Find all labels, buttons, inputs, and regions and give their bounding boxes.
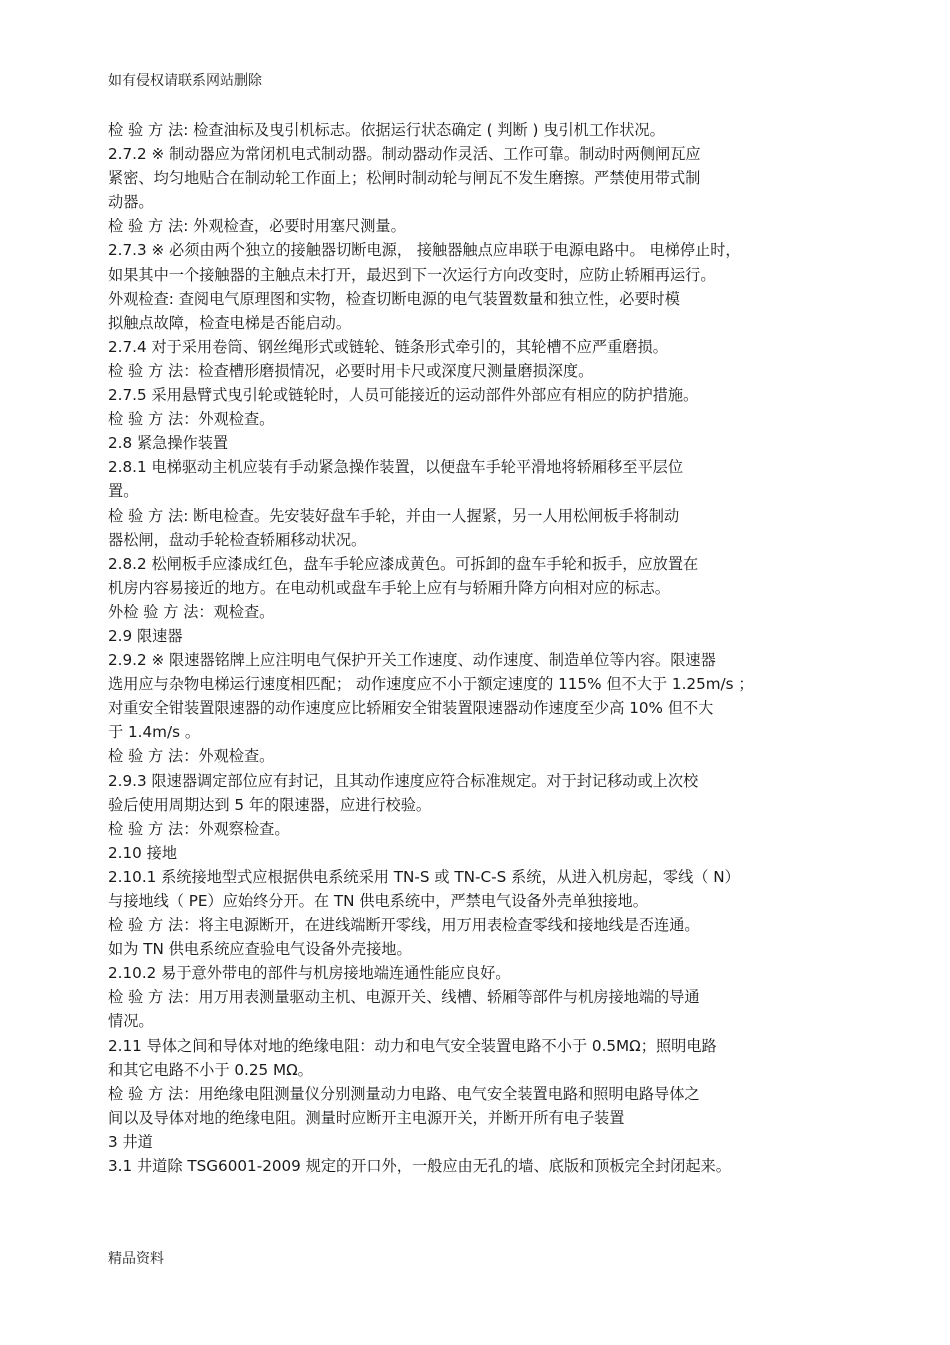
page-footer: 精品资料 [108,1251,164,1267]
text-line: 外观检查: 查阅电气原理图和实物，检查切断电源的电气装置数量和独立性，必要时模 [108,289,680,308]
text-line: 对重安全钳装置限速器的动作速度应比轿厢安全钳装置限速器动作速度至少高 10% 但不大 [108,699,714,718]
text-line: 2.10.1 系统接地型式应根据供电系统采用 TN-S 或 TN-C-S 系统，从进入机房起，零线（ N） [108,867,740,886]
text-line: 如果其中一个接触器的主触点未打开，最迟到下一次运行方向改变时，应防止轿厢再运行。 [108,265,716,284]
text-line: 2.8 紧急操作装置 [108,434,229,453]
text-line: 2.7.5 采用悬臂式曳引轮或链轮时，人员可能接近的运动部件外部应有相应的防护措施。 [108,386,699,405]
text-line: 2.7.3 ※ 必须由两个独立的接触器切断电源， 接触器触点应串联于电源电路中。 电梯停止时， [108,241,741,260]
text-line: 检 验 方 法: 断电检查。先安装好盘车手轮，并由一人握紧，另一人用松闸板手将制动 [108,506,680,525]
text-line: 检 验 方 法：外观检查。 [108,747,275,766]
text-line: 2.7.4 对于采用卷筒、钢丝绳形式或链轮、链条形式牵引的，其轮槽不应严重磨损。 [108,337,668,356]
text-line: 检 验 方 法：将主电源断开，在进线端断开零线，用万用表检查零线和接地线是否连通。 [108,916,700,935]
text-line: 2.9 限速器 [108,626,183,645]
text-line: 器松闸，盘动手轮检查轿厢移动状况。 [108,530,367,549]
text-line: 与接地线（ PE）应始终分开。在 TN 供电系统中，严禁电气设备外壳单独接地。 [108,892,648,910]
text-line: 2.8.2 松闸板手应漆成红色，盘车手轮应漆成黄色。可拆卸的盘车手轮和扳手，应放置在 [108,554,699,573]
text-line: 检 验 方 法：检查槽形磨损情况，必要时用卡尺或深度尺测量磨损深度。 [108,361,594,380]
text-line: 和其它电路不小于 0.25 MΩ。 [108,1060,313,1079]
text-line: 检 验 方 法: 外观检查，必要时用塞尺测量。 [108,217,406,236]
text-line: 检 验 方 法: 检查油标及曳引机标志。依据运行状态确定 ( 判断 ) 曳引机工作状况。 [108,121,665,139]
text-line: 2.10 接地 [108,843,178,862]
text-line: 紧密、均匀地贴合在制动轮工作面上；松闸时制动轮与闸瓦不发生磨擦。严禁使用带式制 [108,169,701,188]
text-line: 拟触点故障，检查电梯是否能启动。 [108,313,351,332]
text-line: 情况。 [108,1012,154,1031]
page-header: 如有侵权请联系网站删除 [108,73,262,89]
text-line: 动器。 [108,193,154,212]
text-line: 间以及导体对地的绝缘电阻。测量时应断开主电源开关，并断开所有电子装置 [108,1108,625,1127]
text-line: 2.8.1 电梯驱动主机应装有手动紧急操作装置，以便盘车手轮平滑地将轿厢移至平层位 [108,458,684,477]
text-line: 置。 [108,482,139,501]
text-line: 检 验 方 法：用万用表测量驱动主机、电源开关、线槽、轿厢等部件与机房接地端的导通 [108,988,700,1007]
text-line: 如为 TN 供电系统应查验电气设备外壳接地。 [108,940,412,959]
text-line: 3 井道 [108,1132,153,1151]
text-line: 外检 验 方 法：观检查。 [108,602,275,621]
text-line: 检 验 方 法：外观察检查。 [108,819,290,838]
text-line: 2.11 导体之间和导体对地的绝缘电阻：动力和电气安全装置电路不小于 0.5MΩ；照明电路 [108,1036,717,1055]
text-line: 于 1.4m/s 。 [108,723,201,742]
document-body [108,118,868,1178]
text-line: 2.9.3 限速器调定部位应有封记，且其动作速度应符合标准规定。对于封记移动或上次校 [108,771,699,790]
text-line: 检 验 方 法：外观检查。 [108,410,275,429]
text-line: 3.1 井道除 TSG6001-2009 规定的开口外，一般应由无孔的墙、底版和顶板完全封闭起来。 [108,1157,731,1176]
text-line: 验后使用周期达到 5 年的限速器，应进行校验。 [108,795,432,814]
text-line: 选用应与杂物电梯运行速度相匹配； 动作速度应不小于额定速度的 115% 但不大于 1.25m/s ； [108,675,754,694]
text-line: 2.9.2 ※ 限速器铭牌上应注明电气保护开关工作速度、动作速度、制造单位等内容。限速器 [108,651,716,670]
text-line: 机房内容易接近的地方。在电动机或盘车手轮上应有与轿厢升降方向相对应的标志。 [108,578,670,597]
text-line: 2.10.2 易于意外带电的部件与机房接地端连通性能应良好。 [108,964,511,983]
text-line: 2.7.2 ※ 制动器应为常闭机电式制动器。制动器动作灵活、工作可靠。制动时两侧闸瓦应 [108,145,701,164]
text-line: 检 验 方 法：用绝缘电阻测量仪分别测量动力电路、电气安全装置电路和照明电路导体之 [108,1084,700,1103]
